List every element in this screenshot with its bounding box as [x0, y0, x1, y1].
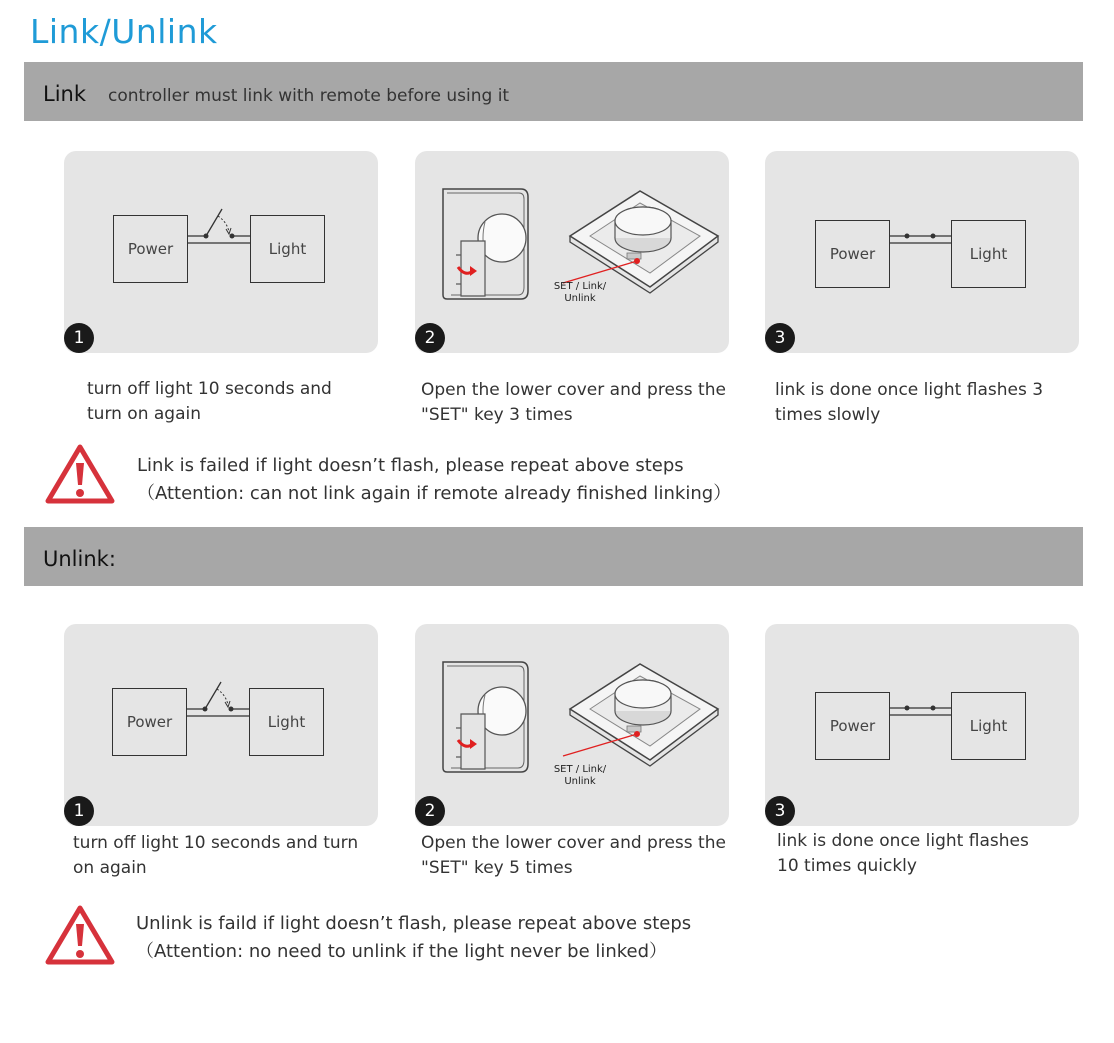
closed-switch-wire — [889, 231, 951, 251]
warning-icon — [44, 904, 116, 966]
link-step-2-panel — [415, 151, 729, 353]
unlink-warning — [136, 910, 691, 966]
power-box: Power — [113, 215, 188, 283]
step-number-badge: 1 — [64, 323, 94, 353]
set-key-label: SET / Link/ Unlink — [553, 281, 607, 304]
link-step-3-caption: link is done once light flashes 3 times slowly — [775, 380, 1044, 425]
closed-switch-wire — [889, 703, 951, 723]
step-number-badge: 3 — [765, 323, 795, 353]
open-switch-wire — [187, 206, 251, 246]
unlink-step-2-panel — [415, 624, 729, 826]
link-subheading: controller must link with remote before using it — [108, 86, 510, 106]
link-warning-line2: （Attention: can not link again if remote already finished linking） — [137, 483, 732, 504]
remote-device-illustration — [415, 624, 729, 826]
unlink-step-2-caption: Open the lower cover and press the "SET" key 5 times — [421, 833, 726, 878]
unlink-warning-line2: （Attention: no need to unlink if the light never be linked） — [136, 941, 668, 962]
link-step-1-caption: turn off light 10 seconds and turn on again — [87, 379, 332, 424]
link-step-2-caption: Open the lower cover and press the "SET" key 3 times — [421, 380, 726, 425]
unlink-step-3-panel — [765, 624, 1079, 826]
step-number-badge: 2 — [415, 796, 445, 826]
link-warning-line1: Link is failed if light doesn’t flash, please repeat above steps — [137, 455, 684, 476]
light-box: Light — [250, 215, 325, 283]
link-step-1-panel — [64, 151, 378, 353]
link-header-band — [24, 62, 1083, 121]
set-key-label: SET / Link/ Unlink — [553, 764, 607, 787]
unlink-step-3-caption: link is done once light flashes 10 times quickly — [777, 831, 1029, 876]
power-box: Power — [815, 220, 890, 288]
unlink-step-1-caption: turn off light 10 seconds and turn on again — [73, 833, 359, 878]
unlink-header-band — [24, 527, 1083, 586]
step-number-badge: 2 — [415, 323, 445, 353]
light-box: Light — [249, 688, 324, 756]
open-switch-wire — [186, 679, 250, 719]
light-box: Light — [951, 692, 1026, 760]
unlink-warning-line1: Unlink is faild if light doesn’t flash, please repeat above steps — [136, 913, 692, 934]
unlink-heading: Unlink: — [43, 547, 116, 571]
remote-device-illustration — [415, 151, 729, 353]
light-box: Light — [951, 220, 1026, 288]
link-warning — [137, 452, 731, 508]
warning-icon — [44, 443, 116, 505]
power-box: Power — [815, 692, 890, 760]
link-step-3-panel — [765, 151, 1079, 353]
step-number-badge: 3 — [765, 796, 795, 826]
unlink-step-1-panel — [64, 624, 378, 826]
link-heading: Link — [43, 82, 87, 106]
power-box: Power — [112, 688, 187, 756]
step-number-badge: 1 — [64, 796, 94, 826]
page-title: Link/Unlink — [30, 12, 218, 51]
